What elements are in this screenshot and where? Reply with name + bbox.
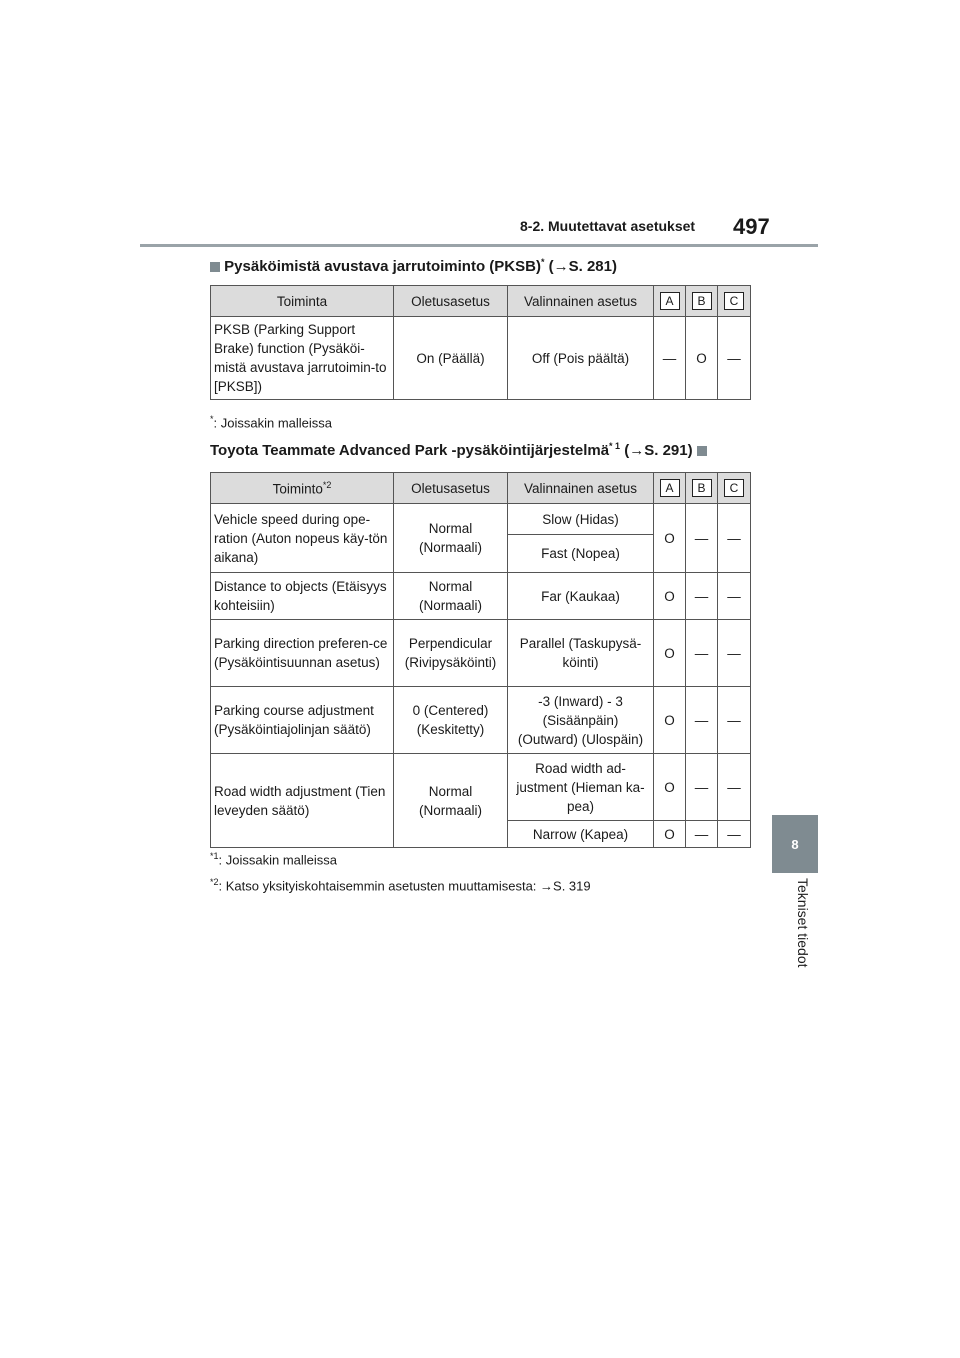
- table-row: [211, 573, 751, 620]
- col-header-a: [654, 473, 686, 504]
- footnote-mark: *2: [210, 877, 219, 887]
- cell-default: Perpendicular (Rivipysäköinti): [394, 620, 508, 687]
- col-header-b: [686, 473, 718, 504]
- pksb-footnote: [210, 414, 332, 430]
- cell-optional: Parallel (Taskupysä-köinti): [508, 620, 654, 687]
- cell-default: Normal (Normaali): [394, 573, 508, 620]
- col-b-box: B: [692, 292, 712, 310]
- footnote-text: : Joissakin malleissa: [218, 852, 338, 868]
- col-a-box: A: [660, 292, 680, 310]
- cell-b: —: [686, 754, 718, 821]
- col-header-b: [686, 286, 718, 317]
- cell-optional: Off (Pois päältä): [508, 317, 654, 400]
- chapter-tab[interactable]: 8: [772, 815, 818, 873]
- page-number: 497: [733, 214, 770, 239]
- cell-c: —: [718, 821, 751, 848]
- cell-default: On (Päällä): [394, 317, 508, 400]
- col-c-box: C: [724, 479, 744, 497]
- cell-optional: -3 (Inward) - 3 (Sisäänpäin) (Outward) (Ulospäin): [508, 687, 654, 754]
- cell-c: —: [718, 687, 751, 754]
- cell-optional: Fast (Nopea): [508, 535, 654, 573]
- tta-table: [210, 472, 751, 848]
- tta-heading-text: Toyota Teammate Advanced Park -pysäköintijärjestelmä: [210, 442, 610, 459]
- tta-heading-ref[interactable]: (→S. 291): [624, 442, 693, 459]
- cell-b: O: [686, 317, 718, 400]
- cell-a: O: [654, 504, 686, 573]
- cell-b: —: [686, 504, 718, 573]
- cell-default: 0 (Centered) (Keskitetty): [394, 687, 508, 754]
- header-divider: [140, 244, 818, 247]
- cell-function: Parking direction preferen-ce (Pysäköintisuunnan asetus): [211, 620, 394, 687]
- table-row: [211, 504, 751, 535]
- col-header-function-sup: *2: [322, 479, 332, 490]
- col-header-function: Toiminta: [211, 286, 394, 317]
- col-header-default: Oletusasetus: [394, 473, 508, 504]
- cell-b: —: [686, 687, 718, 754]
- cell-function: Vehicle speed during ope-ration (Auton nopeus käy-tön aikana): [211, 504, 394, 573]
- chapter-label: Tekniset tiedot: [795, 878, 811, 968]
- col-header-c: [718, 473, 751, 504]
- col-header-function-text: Toiminto: [272, 481, 323, 497]
- pksb-heading-text: Pysäköimistä avustava jarrutoiminto (PKSB): [224, 258, 541, 275]
- table-row: [211, 620, 751, 687]
- cell-a: O: [654, 821, 686, 848]
- square-bullet-icon: [210, 262, 220, 272]
- footnote-text: : Joissakin malleissa: [213, 415, 333, 431]
- pksb-table: [210, 285, 751, 400]
- col-header-default: Oletusasetus: [394, 286, 508, 317]
- cell-c: —: [718, 620, 751, 687]
- cell-optional: Far (Kaukaa): [508, 573, 654, 620]
- col-header-optional: Valinnainen asetus: [508, 473, 654, 504]
- cell-function: PKSB (Parking Support Brake) function (Pysäköi-mistä avustava jarrutoimin-to [PKSB]): [211, 317, 394, 400]
- cell-b: —: [686, 821, 718, 848]
- cell-default: Normal (Normaali): [394, 504, 508, 573]
- col-b-box: B: [692, 479, 712, 497]
- col-a-box: A: [660, 479, 680, 497]
- cell-b: —: [686, 573, 718, 620]
- cell-optional: Road width ad-justment (Hieman ka-pea): [508, 754, 654, 821]
- table-header-row: [211, 473, 751, 504]
- cell-c: —: [718, 754, 751, 821]
- footnote-mark: *: [210, 414, 214, 424]
- cell-default: Normal (Normaali): [394, 754, 508, 848]
- tta-footnote-1: [210, 851, 337, 867]
- table-row: [211, 687, 751, 754]
- pksb-heading-sup: *: [540, 257, 545, 267]
- cell-c: —: [718, 317, 751, 400]
- cell-a: O: [654, 620, 686, 687]
- tta-heading: [210, 441, 707, 459]
- cell-a: O: [654, 573, 686, 620]
- tta-footnote-2: [210, 877, 591, 893]
- table-header-row: [211, 286, 751, 317]
- cell-a: O: [654, 754, 686, 821]
- cell-b: —: [686, 620, 718, 687]
- cell-function: Road width adjustment (Tien leveyden säätö): [211, 754, 394, 848]
- col-header-optional: Valinnainen asetus: [508, 286, 654, 317]
- cell-a: —: [654, 317, 686, 400]
- table-row: [211, 754, 751, 821]
- cell-optional: Slow (Hidas): [508, 504, 654, 535]
- table-row: [211, 317, 751, 400]
- col-header-c: [718, 286, 751, 317]
- pksb-heading: [210, 257, 617, 275]
- cell-a: O: [654, 687, 686, 754]
- footnote-mark: *1: [210, 851, 219, 861]
- square-bullet-icon: [697, 446, 707, 456]
- pksb-heading-ref[interactable]: (→S. 281): [548, 258, 617, 275]
- col-c-box: C: [724, 292, 744, 310]
- footnote-text: : Katso yksityiskohtaisemmin asetusten muuttamisesta: →S. 319: [218, 878, 591, 894]
- col-header-a: [654, 286, 686, 317]
- tta-heading-sup: * 1: [609, 441, 621, 451]
- cell-c: —: [718, 504, 751, 573]
- cell-function: Parking course adjustment (Pysäköintiajolinjan säätö): [211, 687, 394, 754]
- col-header-function: [211, 473, 394, 504]
- cell-optional: Narrow (Kapea): [508, 821, 654, 848]
- cell-function: Distance to objects (Etäisyys kohteisiin): [211, 573, 394, 620]
- cell-c: —: [718, 573, 751, 620]
- section-title: 8-2. Muutettavat asetukset: [520, 218, 696, 234]
